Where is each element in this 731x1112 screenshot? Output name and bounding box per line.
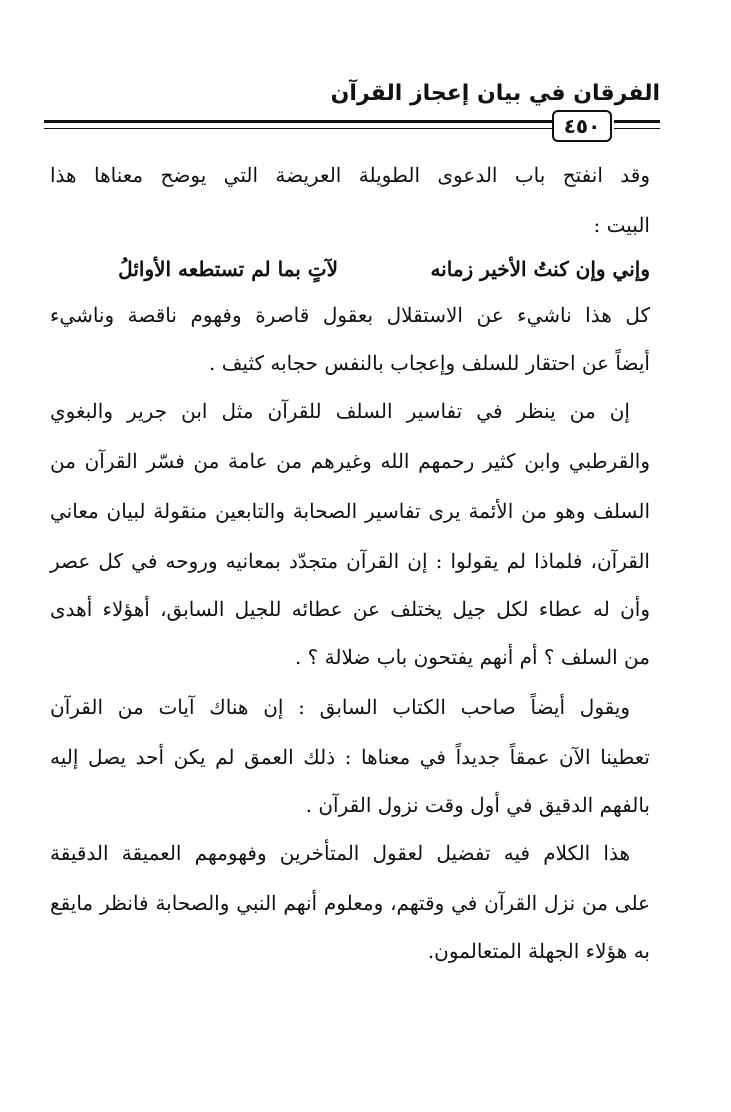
text-line-11: ويقول أيضاً صاحب الكتاب السابق : إن هناك آيات من القرآن (50, 695, 630, 719)
text-line-15: على من نزل القرآن في وقتهم، ومعلوم أنهم النبي والصحابة فانظر مايقع (50, 891, 650, 915)
verse-second-hemistich: لآتٍ بما لم تستطعه الأوائلُ (118, 257, 338, 281)
text-line-7: السلف وهو من الأئمة يرى تفاسير الصحابة والتابعين منقولة لبيان معاني (50, 499, 650, 523)
text-line-6: والقرطبي وابن كثير رحمهم الله وغيرهم من عامة من فسّر القرآن من (50, 449, 650, 473)
running-title: الفرقان في بيان إعجاز القرآن (330, 81, 660, 106)
verse-first-hemistich: وإني وإن كنتُ الأخير زمانه (430, 257, 650, 281)
text-line-2: البيت : (593, 213, 650, 237)
page-number: ٤٥٠ (552, 110, 612, 142)
text-line-14: هذا الكلام فيه تفضيل لعقول المتأخرين وفهومهم العميقة الدقيقة (50, 841, 630, 865)
text-line-10: من السلف ؟ أم أنهم يفتحون باب ضلالة ؟ . (294, 645, 650, 669)
text-line-8: القرآن، فلماذا لم يقولوا : إن القرآن متجدّد بمعانيه وروحه في كل عصر (50, 549, 650, 573)
text-line-9: وأن له عطاء لكل جيل يختلف عن عطائه للجيل السابق، أهؤلاء أهدى (50, 597, 650, 621)
text-line-12: تعطينا الآن عمقاً جديداً في معناها : ذلك العمق لم يكن أحد يصل إليه (50, 745, 651, 769)
text-line-1: وقد انفتح باب الدعوى الطويلة العريضة التي يوضح معناها هذا (50, 163, 650, 187)
text-line-5: إن من ينظر في تفاسير السلف للقرآن مثل ابن جرير والبغوي (50, 399, 630, 423)
header-rule-thick-left (44, 120, 552, 123)
text-line-3: كل هذا ناشيء عن الاستقلال بعقول قاصرة وفهوم ناقصة وناشيء (50, 303, 650, 327)
text-line-16: به هؤلاء الجهلة المتعالمون. (427, 939, 650, 963)
header-rule-thin-right (614, 128, 660, 129)
header-rule-thick-right (614, 120, 660, 123)
text-line-4: أيضاً عن احتقار للسلف وإعجاب بالنفس حجابه كثيف . (209, 351, 650, 375)
header-rule-thin-left (44, 128, 552, 129)
text-line-13: بالفهم الدقيق في أول وقت نزول القرآن . (305, 793, 650, 817)
